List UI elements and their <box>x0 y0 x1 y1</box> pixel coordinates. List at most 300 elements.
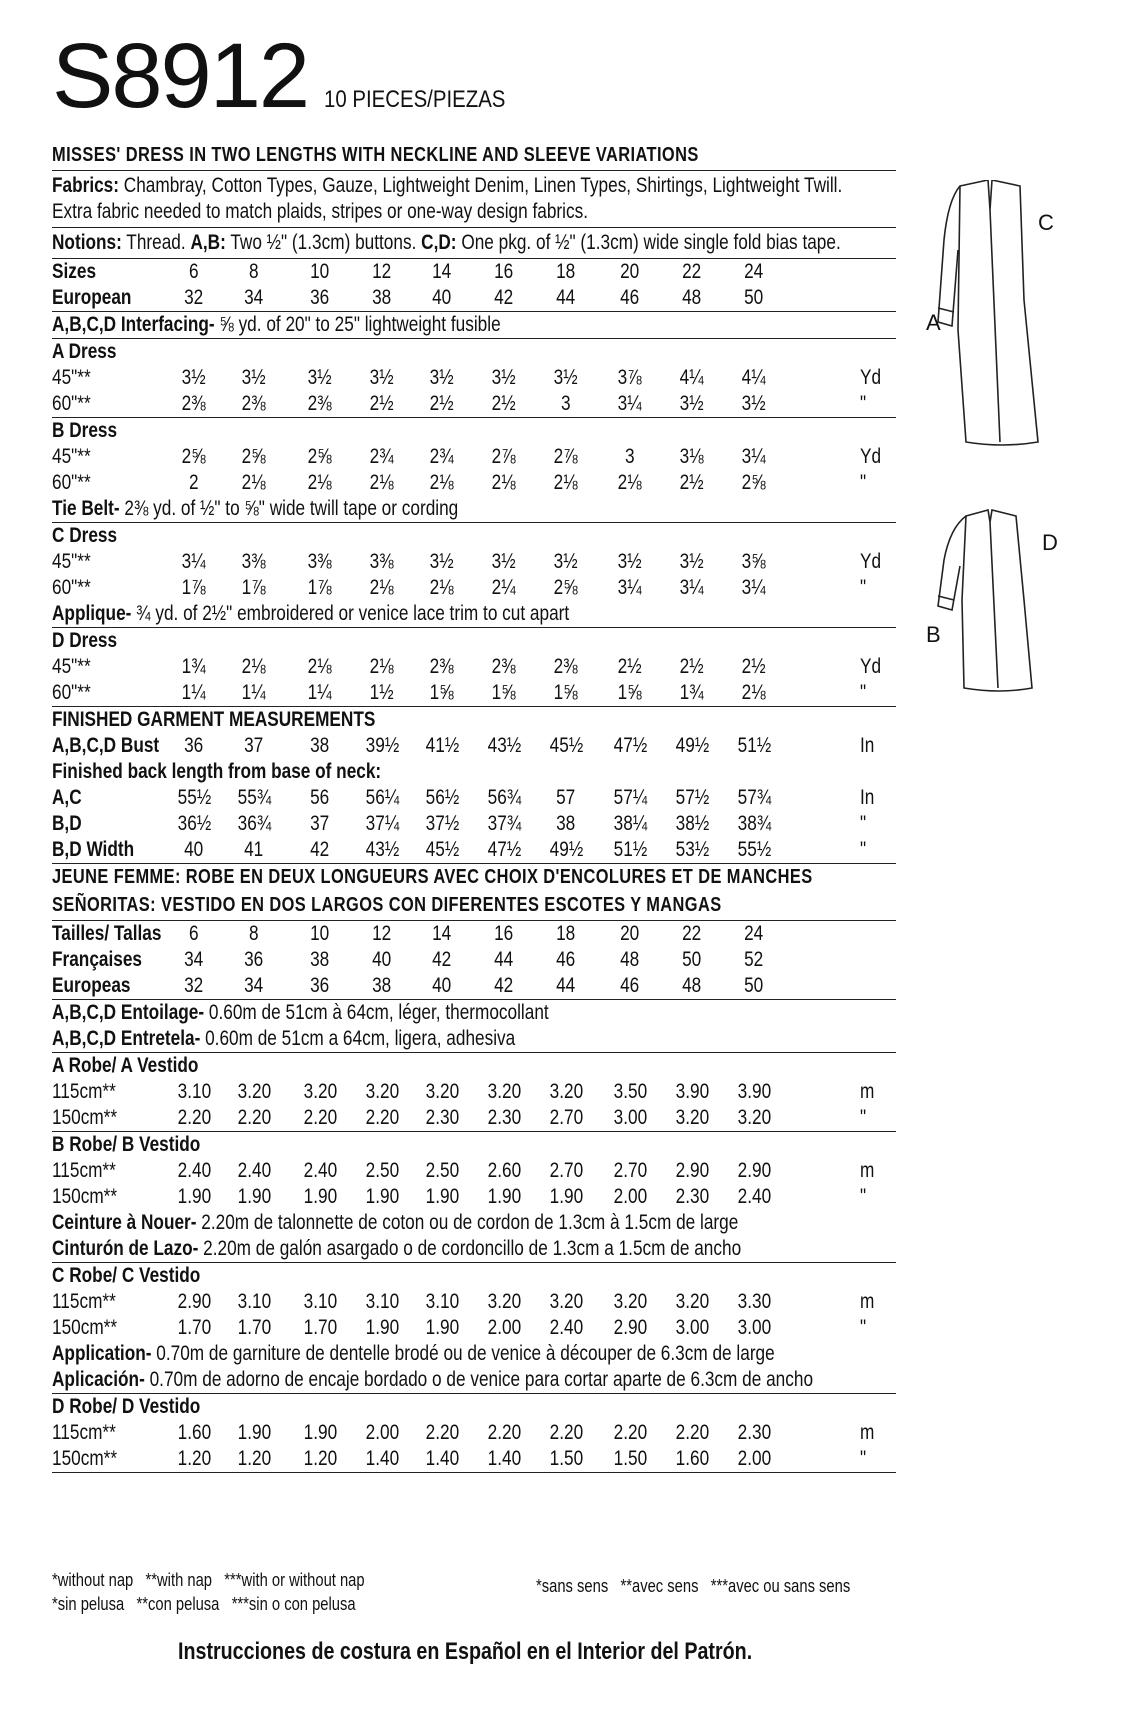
pattern-number: S8912 <box>52 25 309 127</box>
robe-d-title: D Robe/ D Vestido <box>52 1395 201 1418</box>
cell: 42 <box>494 974 514 997</box>
row-label: 60"** <box>52 576 91 599</box>
unit: m <box>860 1159 875 1182</box>
row-label: 45"** <box>52 655 91 678</box>
cell: 3.00 <box>675 1316 709 1339</box>
cell: 2⅝ <box>308 445 332 468</box>
european-row <box>52 285 896 311</box>
cell: 3.10 <box>365 1290 399 1313</box>
cell: 1.40 <box>425 1447 459 1470</box>
cell: 50 <box>744 974 764 997</box>
cell: 3.20 <box>237 1080 271 1103</box>
dress-d-45 <box>52 654 896 680</box>
cell: 18 <box>556 260 576 283</box>
cell: 2½ <box>492 392 516 415</box>
cell: 3½ <box>370 366 394 389</box>
cell: 56¼ <box>365 786 399 809</box>
cell: 2.40 <box>737 1185 771 1208</box>
cell: 3.90 <box>737 1080 771 1103</box>
cell: 3.90 <box>675 1080 709 1103</box>
row-label: 150cm** <box>52 1106 118 1129</box>
cell: 37 <box>244 734 264 757</box>
robe-c-150 <box>52 1315 896 1341</box>
note-label: Applique- <box>52 602 132 625</box>
cell: 2⅞ <box>492 445 516 468</box>
cell: 3⅜ <box>308 550 332 573</box>
row-label: 45"** <box>52 445 91 468</box>
cell: 2 <box>189 471 199 494</box>
cell: 3.30 <box>737 1290 771 1313</box>
cell: 36 <box>244 948 264 971</box>
cell: 2⅝ <box>182 445 206 468</box>
cell: 3.20 <box>737 1106 771 1129</box>
francaises-row <box>52 947 896 973</box>
cell: 2⅛ <box>430 576 454 599</box>
cell: 2.30 <box>675 1185 709 1208</box>
cell: 3.20 <box>549 1290 583 1313</box>
cell: 2.20 <box>365 1106 399 1129</box>
cell: 16 <box>494 922 514 945</box>
cell: 3.20 <box>675 1290 709 1313</box>
cell: 51½ <box>737 734 771 757</box>
cell: 2.70 <box>549 1159 583 1182</box>
cell: 57½ <box>675 786 709 809</box>
cell: 1⅝ <box>492 681 516 704</box>
cell: 2½ <box>618 655 642 678</box>
cell: 2½ <box>742 655 766 678</box>
cell: 3¼ <box>182 550 206 573</box>
cell: 1½ <box>370 681 394 704</box>
cell: 6 <box>189 260 199 283</box>
view-a-label: A <box>926 310 941 335</box>
robe-b-150 <box>52 1184 896 1210</box>
cell: 2.20 <box>613 1421 647 1444</box>
cell: 34 <box>244 974 264 997</box>
robe-c-title: C Robe/ C Vestido <box>52 1264 201 1287</box>
back-length-title: Finished back length from base of neck: <box>52 760 382 783</box>
fabrics: Fabrics: Chambray, Cotton Types, Gauze, Lightweight Denim, Linen Types, Shirtings, Lightweight Twill. Extra fabric needed to match plaids, stripes or one-way design fabrics. <box>52 174 843 223</box>
cell: 6 <box>189 922 199 945</box>
cell: 3½ <box>680 550 704 573</box>
cell: 2.20 <box>303 1106 337 1129</box>
title-french: JEUNE FEMME: ROBE EN DEUX LONGUEURS AVEC CHOIX D'ENCOLURES ET DE MANCHES <box>52 866 813 888</box>
row-label: B,D Width <box>52 838 135 861</box>
cell: 1⅞ <box>182 576 206 599</box>
cell: 36 <box>310 286 330 309</box>
cell: 57 <box>556 786 576 809</box>
cell: 1.90 <box>487 1185 521 1208</box>
cell: 1.60 <box>177 1421 211 1444</box>
applique-row <box>52 601 896 627</box>
cell: 56¾ <box>487 786 521 809</box>
finished-title: FINISHED GARMENT MEASUREMENTS <box>52 708 376 731</box>
cell: 1⅝ <box>618 681 642 704</box>
cell: 2⅛ <box>430 471 454 494</box>
cell: 57¾ <box>737 786 771 809</box>
footnote-french: *sans sens **avec sens ***avec ou sans sens <box>536 1576 851 1596</box>
row-label: 115cm** <box>52 1421 116 1444</box>
cell: 3.10 <box>303 1290 337 1313</box>
cell: 3⅝ <box>742 550 766 573</box>
cell: 20 <box>620 260 640 283</box>
robe-b-title: B Robe/ B Vestido <box>52 1133 201 1156</box>
cell: 55½ <box>737 838 771 861</box>
cell: 12 <box>372 260 392 283</box>
cell: 18 <box>556 922 576 945</box>
cell: 50 <box>744 286 764 309</box>
cell: 3½ <box>554 366 578 389</box>
cell: 37 <box>310 812 330 835</box>
cell: 2½ <box>430 392 454 415</box>
cell: 2.90 <box>177 1290 211 1313</box>
row-label: 60"** <box>52 471 91 494</box>
cell: 2⅝ <box>742 471 766 494</box>
row-label: 150cm** <box>52 1447 118 1470</box>
cell: 3½ <box>242 366 266 389</box>
cell: 4¼ <box>742 366 766 389</box>
bd-width-row <box>52 837 896 863</box>
cell: 2⅜ <box>492 655 516 678</box>
ceinture-row <box>52 1210 896 1236</box>
cell: 2⅞ <box>554 445 578 468</box>
dress-b-45 <box>52 444 896 470</box>
dress-c-title: C Dress <box>52 524 118 547</box>
cell: 3⅞ <box>618 366 642 389</box>
view-c-label: C <box>1038 210 1054 235</box>
cell: 2.30 <box>737 1421 771 1444</box>
cell: 38¾ <box>737 812 771 835</box>
cell: 3.20 <box>487 1080 521 1103</box>
cell: 1.70 <box>177 1316 211 1339</box>
cell: 3 <box>561 392 571 415</box>
cell: 2.50 <box>365 1159 399 1182</box>
cell: 3½ <box>742 392 766 415</box>
row-label: European <box>52 286 132 309</box>
dress-b-title: B Dress <box>52 419 118 442</box>
cell: 22 <box>682 260 702 283</box>
cell: 47½ <box>613 734 647 757</box>
row-label: 115cm** <box>52 1290 116 1313</box>
cell: 2⅛ <box>370 576 394 599</box>
cell: 1.20 <box>177 1447 211 1470</box>
cell: 1.20 <box>237 1447 271 1470</box>
cell: 1.90 <box>425 1316 459 1339</box>
cell: 3½ <box>430 366 454 389</box>
cell: 49½ <box>675 734 709 757</box>
note-text: 2⅜ yd. of ½" to ⅝" wide twill tape or cording <box>119 497 459 520</box>
cell: 32 <box>184 286 204 309</box>
cell: 45½ <box>549 734 583 757</box>
unit: " <box>860 1447 867 1470</box>
cell: 38 <box>310 948 330 971</box>
spanish-instructions-note: Instrucciones de costura en Español en el Interior del Patrón. <box>177 1638 753 1665</box>
cell: 1.90 <box>365 1316 399 1339</box>
bd-length-row <box>52 811 896 837</box>
unit: Yd <box>860 550 882 573</box>
cell: 24 <box>744 922 764 945</box>
cell: 44 <box>494 948 514 971</box>
cell: 1.40 <box>365 1447 399 1470</box>
dress-a-60 <box>52 391 896 417</box>
cell: 2⅛ <box>492 471 516 494</box>
cell: 10 <box>310 922 330 945</box>
unit: In <box>860 734 875 757</box>
cell: 2⅛ <box>370 471 394 494</box>
cell: 1.50 <box>613 1447 647 1470</box>
cell: 2.30 <box>425 1106 459 1129</box>
note-text: 0.60m de 51cm à 64cm, léger, thermocollant <box>204 1001 549 1024</box>
footnote-english: *without nap **with nap ***with or without nap <box>52 1570 365 1590</box>
cell: 2⅜ <box>182 392 206 415</box>
cell: 55¾ <box>237 786 271 809</box>
unit: " <box>860 812 867 835</box>
cell: 41½ <box>425 734 459 757</box>
application-row <box>52 1341 896 1367</box>
cell: 2⅛ <box>554 471 578 494</box>
cell: 2⅛ <box>242 471 266 494</box>
divider <box>52 1472 896 1473</box>
cell: 44 <box>556 974 576 997</box>
unit: m <box>860 1080 875 1103</box>
note-text: ¾ yd. of 2½" embroidered or venice lace trim to cut apart <box>131 602 570 625</box>
cell: 2.30 <box>487 1106 521 1129</box>
dress-c-60 <box>52 575 896 601</box>
cell: 3½ <box>430 550 454 573</box>
bust-row <box>52 733 896 759</box>
cell: 2⅜ <box>430 655 454 678</box>
dress-a-title: A Dress <box>52 340 117 363</box>
row-label: Sizes <box>52 260 97 283</box>
cell: 37¾ <box>487 812 521 835</box>
cell: 2.90 <box>613 1316 647 1339</box>
cell: 38 <box>372 286 392 309</box>
cell: 3½ <box>492 550 516 573</box>
dress-a-c-drawing <box>938 180 1038 445</box>
row-label: A,B,C,D Bust <box>52 734 160 757</box>
entretela-row <box>52 1026 896 1052</box>
unit: " <box>860 576 867 599</box>
cell: 32 <box>184 974 204 997</box>
cell: 3¼ <box>618 392 642 415</box>
cell: 2¾ <box>430 445 454 468</box>
cinturon-row <box>52 1236 896 1262</box>
cell: 2⅛ <box>618 471 642 494</box>
unit: m <box>860 1421 875 1444</box>
cell: 38 <box>372 974 392 997</box>
pieces-count: 10 PIECES/PIEZAS <box>324 86 506 113</box>
cell: 37¼ <box>365 812 399 835</box>
cell: 1.90 <box>425 1185 459 1208</box>
cell: 2.90 <box>737 1159 771 1182</box>
cell: 1.60 <box>675 1447 709 1470</box>
cell: 2⅛ <box>242 655 266 678</box>
unit: " <box>860 392 867 415</box>
cell: 1¼ <box>182 681 206 704</box>
cell: 47½ <box>487 838 521 861</box>
row-label: Tailles/ Tallas <box>52 922 162 945</box>
cell: 3½ <box>492 366 516 389</box>
cell: 46 <box>620 286 640 309</box>
interfacing-row <box>52 312 896 338</box>
cell: 44 <box>556 286 576 309</box>
robe-d-150 <box>52 1446 896 1472</box>
dress-b-d-drawing <box>938 510 1032 691</box>
cell: 1.90 <box>365 1185 399 1208</box>
cell: 42 <box>494 286 514 309</box>
cell: 3½ <box>680 392 704 415</box>
cell: 39½ <box>365 734 399 757</box>
note-text: 0.70m de adorno de encaje bordado o de venice para cortar aparte de 6.3cm de ancho <box>144 1368 814 1391</box>
cell: 2.00 <box>487 1316 521 1339</box>
cell: 40 <box>372 948 392 971</box>
cell: 46 <box>620 974 640 997</box>
robe-a-150 <box>52 1105 896 1131</box>
cell: 2.20 <box>487 1421 521 1444</box>
sizes-row <box>52 259 896 285</box>
cell: 14 <box>432 922 452 945</box>
cell: 3.10 <box>177 1080 211 1103</box>
cell: 2½ <box>680 471 704 494</box>
cell: 3½ <box>618 550 642 573</box>
cell: 53½ <box>675 838 709 861</box>
cell: 42 <box>310 838 330 861</box>
robe-c-115 <box>52 1289 896 1315</box>
robe-a-115 <box>52 1079 896 1105</box>
cell: 3.20 <box>613 1290 647 1313</box>
cell: 1.90 <box>549 1185 583 1208</box>
cell: 3.20 <box>487 1290 521 1313</box>
robe-d-115 <box>52 1420 896 1446</box>
unit: m <box>860 1290 875 1313</box>
cell: 38¼ <box>613 812 647 835</box>
cell: 2.60 <box>487 1159 521 1182</box>
cell: 2⅛ <box>370 655 394 678</box>
cell: 1.20 <box>303 1447 337 1470</box>
cell: 57¼ <box>613 786 647 809</box>
cell: 2.40 <box>237 1159 271 1182</box>
cell: 40 <box>184 838 204 861</box>
cell: 3¼ <box>742 576 766 599</box>
notions: Notions: Thread. A,B: Two ½" (1.3cm) buttons. C,D: One pkg. of ½" (1.3cm) wide single fold bias tape. <box>52 231 841 254</box>
cell: 1.90 <box>177 1185 211 1208</box>
yardage-chart <box>52 142 896 1473</box>
cell: 2⅜ <box>308 392 332 415</box>
dress-d-60 <box>52 680 896 706</box>
cell: 1.40 <box>487 1447 521 1470</box>
view-d-label: D <box>1042 530 1058 555</box>
cell: 2.40 <box>177 1159 211 1182</box>
cell: 3¼ <box>618 576 642 599</box>
row-label: Françaises <box>52 948 142 971</box>
cell: 3.20 <box>425 1080 459 1103</box>
cell: 2.40 <box>303 1159 337 1182</box>
tailles-row <box>52 921 896 947</box>
view-drawings <box>920 180 1120 700</box>
unit: Yd <box>860 655 882 678</box>
cell: 45½ <box>425 838 459 861</box>
cell: 2⅛ <box>742 681 766 704</box>
robe-b-115 <box>52 1158 896 1184</box>
cell: 1¾ <box>680 681 704 704</box>
cell: 24 <box>744 260 764 283</box>
unit: Yd <box>860 366 882 389</box>
cell: 56½ <box>425 786 459 809</box>
cell: 41 <box>244 838 264 861</box>
row-label: A,C <box>52 786 82 809</box>
cell: 1⅝ <box>554 681 578 704</box>
footnote-spanish: *sin pelusa **con pelusa ***sin o con pelusa <box>52 1594 356 1614</box>
cell: 2⅜ <box>554 655 578 678</box>
cell: 3½ <box>182 366 206 389</box>
title-spanish: SEÑORITAS: VESTIDO EN DOS LARGOS CON DIFERENTES ESCOTES Y MANGAS <box>52 894 722 916</box>
cell: 1⅞ <box>242 576 266 599</box>
cell: 38½ <box>675 812 709 835</box>
cell: 43½ <box>487 734 521 757</box>
cell: 36 <box>184 734 204 757</box>
cell: 1⅞ <box>308 576 332 599</box>
row-label: 45"** <box>52 366 91 389</box>
dress-c-45 <box>52 549 896 575</box>
note-text: 0.70m de garniture de dentelle brodé ou de venice à découper de 6.3cm de large <box>151 1342 775 1365</box>
cell: 42 <box>432 948 452 971</box>
cell: 16 <box>494 260 514 283</box>
cell: 2¼ <box>492 576 516 599</box>
cell: 1.70 <box>237 1316 271 1339</box>
cell: 3 <box>625 445 635 468</box>
cell: 3.10 <box>237 1290 271 1313</box>
note-text: 2.20m de galón asargado o de cordoncillo de 1.3cm a 1.5cm de ancho <box>198 1237 742 1260</box>
cell: 3⅛ <box>680 445 704 468</box>
cell: 2.00 <box>365 1421 399 1444</box>
row-label: 115cm** <box>52 1159 116 1182</box>
row-label: Europeas <box>52 974 131 997</box>
unit: " <box>860 1185 867 1208</box>
note-label: Aplicación- <box>52 1368 145 1391</box>
cell: 8 <box>249 922 259 945</box>
row-label: B,D <box>52 812 82 835</box>
unit: In <box>860 786 875 809</box>
cell: 46 <box>556 948 576 971</box>
row-label: 150cm** <box>52 1185 118 1208</box>
cell: 1.90 <box>237 1421 271 1444</box>
cell: 2½ <box>370 392 394 415</box>
cell: 51½ <box>613 838 647 861</box>
cell: 49½ <box>549 838 583 861</box>
cell: 48 <box>682 974 702 997</box>
cell: 3½ <box>554 550 578 573</box>
robe-a-title: A Robe/ A Vestido <box>52 1054 199 1077</box>
cell: 3⅜ <box>370 550 394 573</box>
cell: 1⅝ <box>430 681 454 704</box>
cell: 43½ <box>365 838 399 861</box>
cell: 2⅝ <box>242 445 266 468</box>
cell: 1¾ <box>182 655 206 678</box>
cell: 34 <box>184 948 204 971</box>
cell: 2.40 <box>549 1316 583 1339</box>
cell: 55½ <box>177 786 211 809</box>
row-label: 115cm** <box>52 1080 116 1103</box>
cell: 2.00 <box>737 1447 771 1470</box>
cell: 2.70 <box>549 1106 583 1129</box>
cell: 14 <box>432 260 452 283</box>
cell: 22 <box>682 922 702 945</box>
note-label: A,B,C,D Interfacing- <box>52 313 215 336</box>
note-label: Application- <box>52 1342 152 1365</box>
note-label: Ceinture à Nouer- <box>52 1211 197 1234</box>
cell: 2½ <box>680 655 704 678</box>
cell: 3.00 <box>613 1106 647 1129</box>
unit: " <box>860 1106 867 1129</box>
